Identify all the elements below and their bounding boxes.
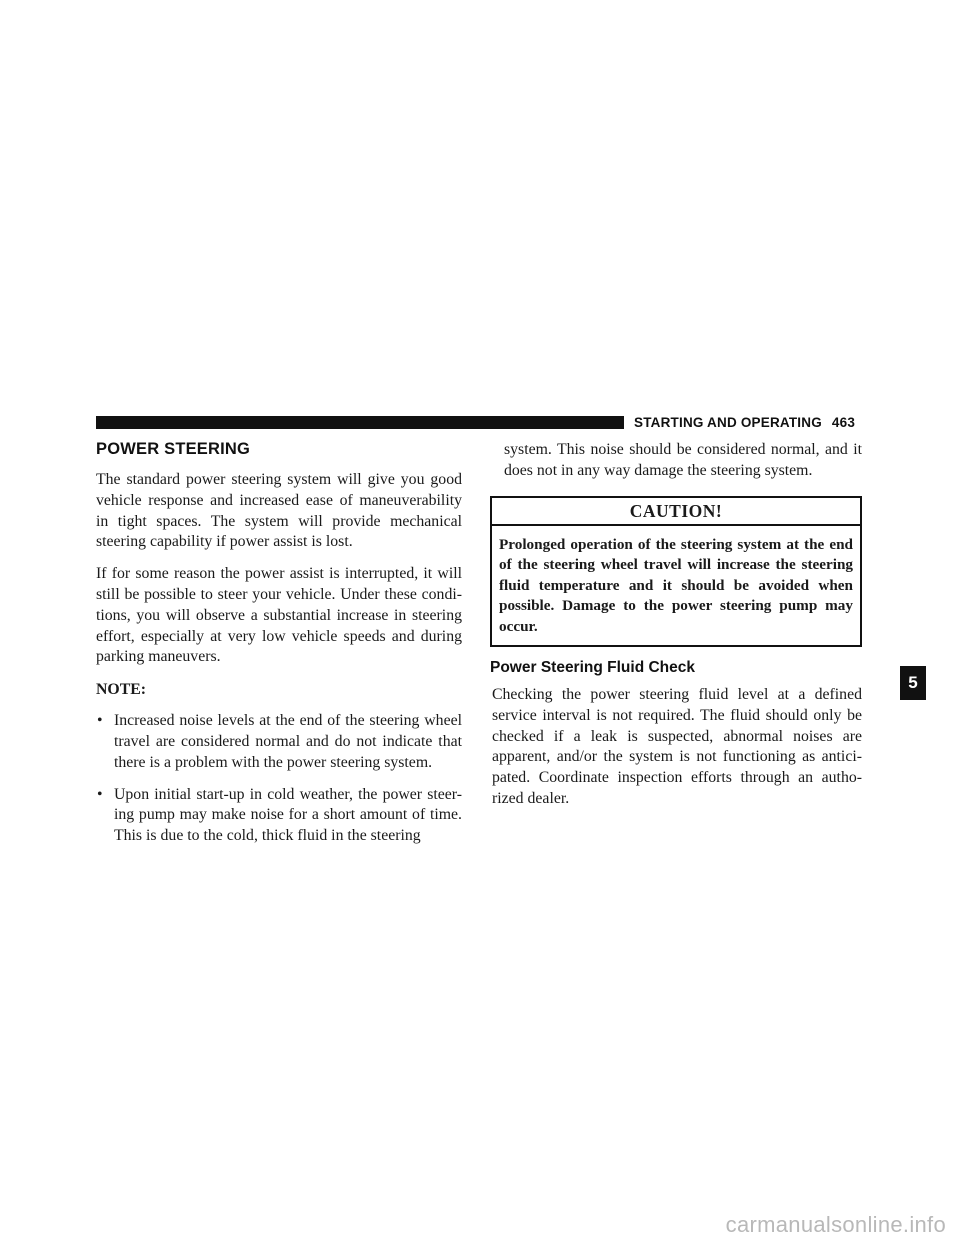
continued-bullet-text: system. This noise should be considered normal, and it does not in any way damage the steering system. bbox=[504, 441, 862, 479]
fluid-check-paragraph: Checking the power steering fluid level at a defined service interval is not required. The fluid should only be checked if a leak is suspected, abnormal noises are apparent, and/or the system is not functioning as antici-pated. Coordinate inspection efforts through an autho-rized dealer. bbox=[492, 686, 862, 808]
subsection-title: Power Steering Fluid Check bbox=[490, 659, 695, 677]
note-bullet-list bbox=[96, 711, 462, 847]
left-column bbox=[96, 440, 462, 858]
caution-heading: CAUTION! bbox=[492, 498, 860, 526]
list-item bbox=[96, 785, 462, 847]
bullet-icon: • bbox=[97, 712, 103, 730]
header-rule bbox=[96, 416, 624, 429]
section-title: POWER STEERING bbox=[96, 440, 251, 458]
list-item bbox=[96, 711, 462, 773]
list-item-text: Increased noise levels at the end of the steering wheel travel are considered normal and do not indicate that there is a problem with the power steering system. bbox=[114, 712, 462, 771]
chapter-tab: 5 bbox=[900, 666, 926, 700]
right-column bbox=[492, 440, 862, 821]
assist-paragraph: If for some reason the power assist is interrupted, it will still be possible to steer your vehicle. Under these condi-tions, you will observe a substantial increase in steering effort, especially at very low vehicle speeds and during parking maneuvers. bbox=[96, 565, 462, 666]
page-number: 463 bbox=[831, 415, 856, 430]
caution-box bbox=[490, 496, 862, 648]
running-head bbox=[634, 415, 855, 430]
note-label: NOTE: bbox=[96, 681, 147, 699]
caution-text: Prolonged operation of the steering system at the end of the steering wheel travel will increase the steering fluid temperature and it should be avoided when possible. Damage to the power steering pump may occur. bbox=[499, 535, 853, 635]
bullet-icon: • bbox=[97, 785, 103, 803]
running-head-section: STARTING AND OPERATING bbox=[634, 415, 822, 430]
intro-paragraph: The standard power steering system will give you good vehicle response and increased ease of maneuverability in tight spaces. The system will provide mechanical steering capability if power assist is lost. bbox=[96, 471, 462, 551]
watermark: carmanualsonline.info bbox=[725, 1212, 946, 1237]
list-item-text: Upon initial start-up in cold weather, the power steer-ing pump may make noise for a short amount of time. This is due to the cold, thick fluid in the steering bbox=[114, 785, 462, 845]
